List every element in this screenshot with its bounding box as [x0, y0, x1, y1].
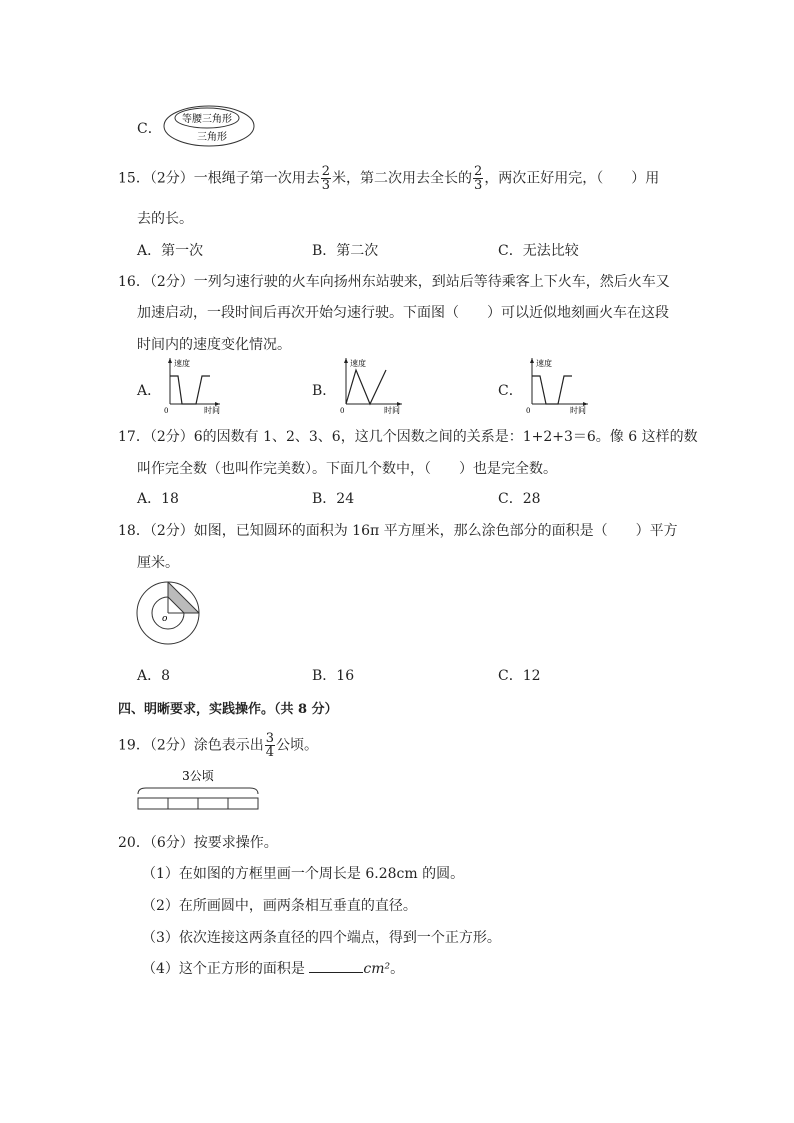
q19-text-2: 公顷。	[276, 737, 319, 754]
q18-option-c[interactable]: C．12	[498, 668, 541, 684]
section-4-title: 四、明晰要求，实践操作。（共 8 分）	[118, 702, 338, 717]
q17-line1: 17．（2分）6的因数有 1、2、3、6，这几个因数之间的关系是：1+2+3＝6。像 6 这样的数	[118, 429, 698, 445]
q20-step-2: （2）在所画圆中，画两条相互垂直的直径。	[142, 898, 417, 914]
q19-text-1: 涂色表示出	[193, 737, 264, 754]
graph-c-x-label: 时间	[570, 406, 586, 415]
q20-step-4-text: （4）这个正方形的面积是	[142, 961, 310, 977]
q15-line1	[118, 165, 659, 192]
hectare-bar[interactable]	[136, 766, 260, 816]
q15-option-c[interactable]: C．无法比较	[498, 243, 579, 259]
q15-line2: 去的长。	[137, 211, 193, 227]
q18-option-a[interactable]: A．8	[137, 668, 171, 684]
graph-c-origin: 0	[526, 407, 531, 415]
fraction-2-3-b: $\frac{2}{3}$	[474, 164, 483, 193]
q20-step-1: （1）在如图的方框里画一个周长是 6.28cm 的圆。	[142, 866, 465, 882]
hectare-bar-label: 3公顷	[182, 769, 214, 783]
q16-line1: 16．（2分）一列匀速行驶的火车向扬州东站驶来，到站后等待乘客上下火车，然后火车又	[118, 274, 670, 290]
q19-line	[118, 732, 318, 759]
q15-option-b[interactable]: B．第二次	[312, 243, 379, 259]
q20-step-4-end: 。	[390, 961, 405, 977]
q17-option-a[interactable]: A．18	[137, 491, 179, 507]
graph-b-y-label: 速度	[350, 359, 366, 368]
q19-score: （2分）	[149, 737, 194, 754]
q16-line2: 加速启动，一段时间后再次开始匀速行驶。下面图（ ）可以近似地刻画火车在这段	[137, 305, 669, 321]
q15-text-1: 一根绳子第一次用去	[193, 170, 320, 187]
q16-option-b[interactable]: B．	[312, 383, 337, 399]
q20-step-4	[142, 958, 404, 978]
q16-line3: 时间内的速度变化情况。	[137, 337, 291, 353]
q20-line1: 20．（6分）按要求操作。	[118, 835, 278, 851]
q18-option-b[interactable]: B．16	[312, 668, 355, 684]
q19-number: 19．	[118, 737, 150, 754]
q20-unit: cm²	[363, 961, 391, 977]
diagram-outer-label: 三角形	[197, 132, 227, 143]
graph-b-x-label: 时间	[384, 406, 400, 415]
graph-a-x-label: 时间	[204, 406, 220, 415]
q17-line2: 叫作完全数（也叫作完美数）。下面几个数中，（ ）也是完全数。	[137, 461, 557, 477]
q18-line2: 厘米。	[137, 555, 179, 571]
circle-center-label: o	[162, 614, 168, 624]
q15-text-2: 米，第二次用去全长的	[332, 170, 473, 187]
graph-c-y-label: 速度	[536, 359, 552, 368]
q20-step-3: （3）依次连接这两条直径的四个端点，得到一个正方形。	[142, 930, 501, 946]
fraction-2-3-a: $\frac{2}{3}$	[321, 164, 331, 193]
diagram-inner-label: 等腰三角形	[182, 114, 232, 125]
q15-text-3: ，两次正好用完，（ ）用	[484, 170, 660, 187]
speed-graph-c	[520, 356, 590, 416]
q17-option-b[interactable]: B．24	[312, 491, 355, 507]
q16-option-c[interactable]: C．	[498, 383, 523, 399]
q18-line1: 18．（2分）如图，已知圆环的面积为 16π 平方厘米，那么涂色部分的面积是（ ）平方	[118, 523, 678, 539]
fraction-3-4: $\frac{3}{4}$	[265, 731, 275, 760]
q17-option-c[interactable]: C．28	[498, 491, 541, 507]
triangle-set-diagram	[162, 104, 256, 148]
q15-option-a[interactable]: A．第一次	[137, 243, 204, 259]
answer-blank[interactable]	[309, 959, 363, 973]
graph-a-origin: 0	[164, 407, 169, 415]
q15-number: 15．	[118, 170, 150, 187]
q16-option-a[interactable]: A．	[137, 383, 162, 399]
q14-option-c[interactable]: C．	[137, 121, 162, 137]
speed-graph-b	[334, 356, 404, 416]
graph-a-y-label: 速度	[174, 359, 190, 368]
annulus-diagram	[134, 580, 208, 648]
graph-b-origin: 0	[340, 407, 345, 415]
speed-graph-a	[158, 356, 222, 416]
q15-score: （2分）	[149, 170, 194, 187]
